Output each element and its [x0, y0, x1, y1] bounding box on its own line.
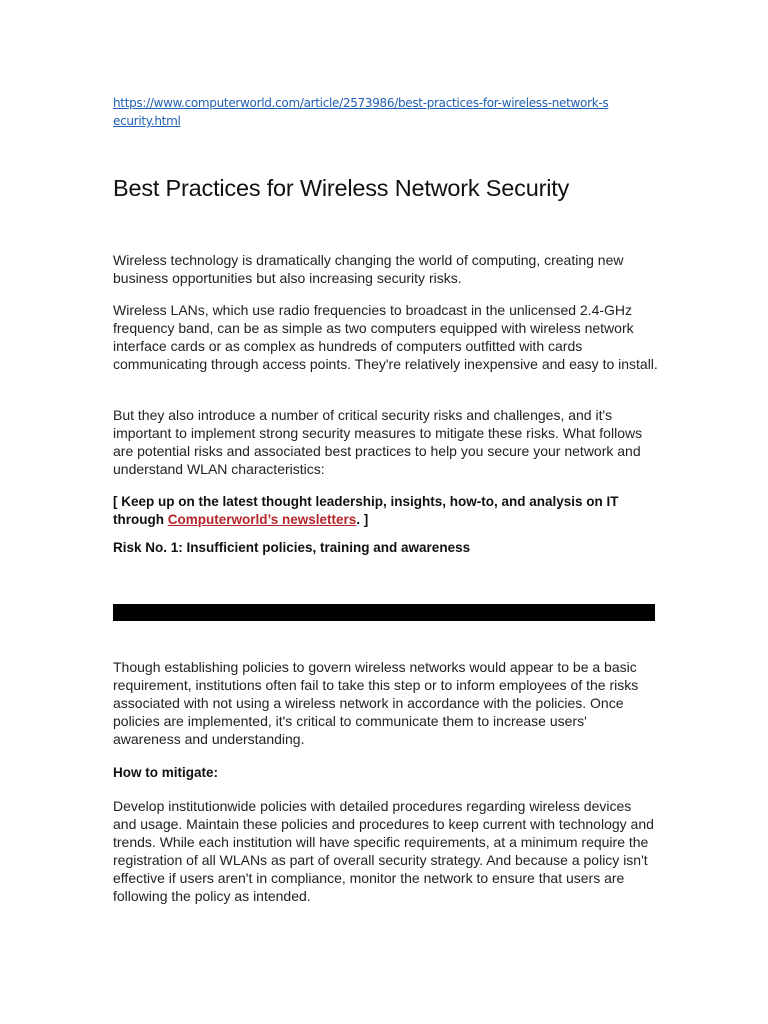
risk-1-heading: Risk No. 1: Insufficient policies, training and awareness — [113, 540, 471, 555]
intro-paragraph: Wireless technology is dramatically changing the world of computing, creating new business opportunities but also increasing security risks. — [113, 252, 624, 286]
article-title: Best Practices for Wireless Network Security — [113, 175, 570, 201]
newsletter-promo-end: . ] — [356, 512, 369, 527]
newsletter-promo — [113, 493, 658, 529]
newsletter-promo-text: [ Keep up on the latest thought leadership, insights, how-to, and analysis on IT through — [113, 494, 619, 527]
security-risks-paragraph: But they also introduce a number of critical security risks and challenges, and it's important to implement strong security measures to mitigate these risks. What follows are potential risks and associated best practices to help you secure your network and understand WLAN characteristics: — [113, 407, 643, 477]
how-to-mitigate-heading: How to mitigate: — [113, 765, 218, 780]
mitigation-paragraph: Develop institutionwide policies with detailed procedures regarding wireless devices and usage. Maintain these policies and procedures to keep current with technology and trends. While each institution will have specific requirements, at a minimum require the registration of all WLANs as part of overall security strategy. And because a policy isn't effective if users aren't in compliance, monitor the network to ensure that users are following the policy as intended. — [113, 798, 654, 904]
wireless-lans-paragraph: Wireless LANs, which use radio frequencies to broadcast in the unlicensed 2.4-GHz frequency band, can be as simple as two computers equipped with wireless network interface cards or as complex as hundreds of computers outfitted with cards communicating through access points. They're relatively inexpensive and easy to install. — [113, 302, 658, 372]
risk-1-paragraph: Though establishing policies to govern wireless networks would appear to be a basic requirement, institutions often fail to take this step or to inform employees of the risks associated with not using a wireless network in accordance with the policies. Once policies are implemented, it's critical to communicate them to increase users' awareness and understanding. — [113, 659, 639, 747]
redaction-bar — [113, 604, 655, 621]
newsletters-link[interactable]: Computerworld’s newsletters — [167, 512, 357, 527]
source-url-link[interactable]: https://www.computerworld.com/article/2573986/best-practices-for-wireless-network-security.html — [113, 96, 609, 128]
